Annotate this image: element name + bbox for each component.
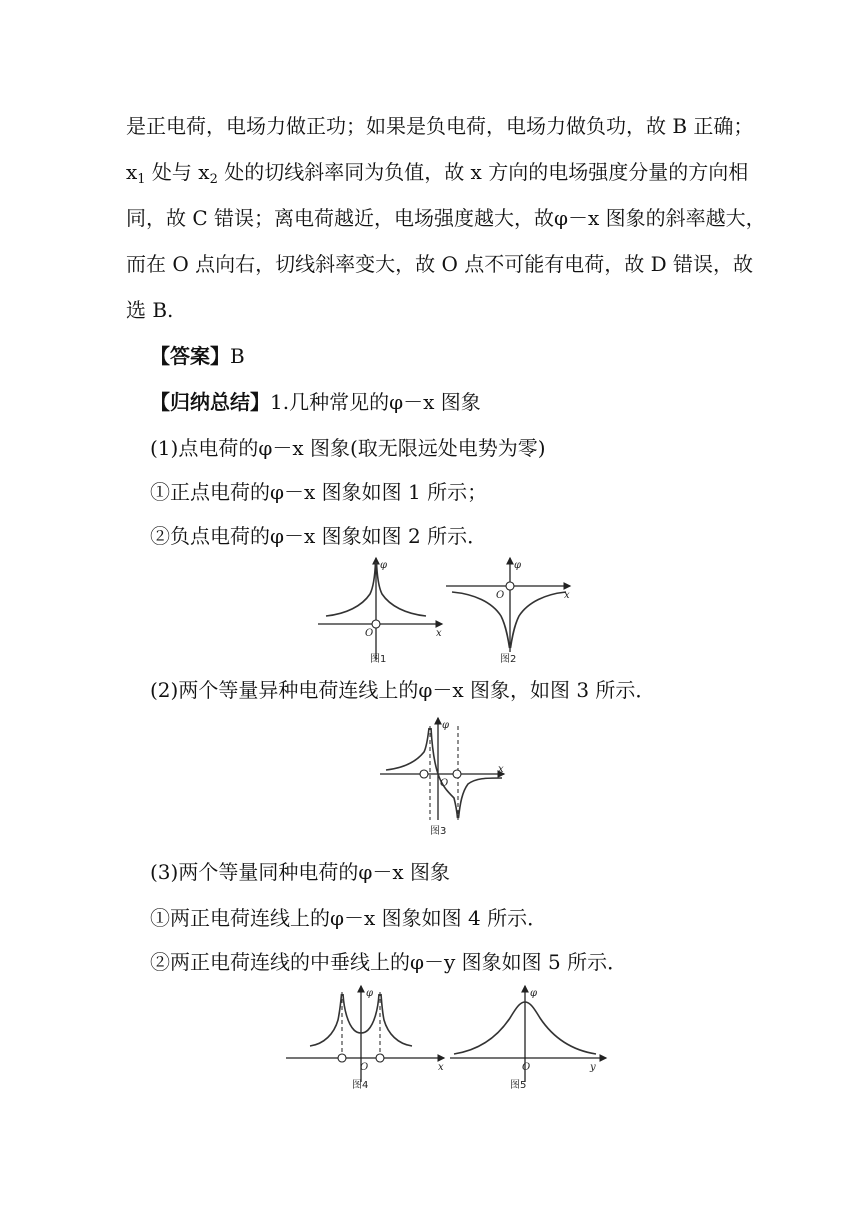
- fig5-caption: 图5: [510, 1080, 527, 1091]
- fig4-phi-label: φ: [366, 988, 374, 999]
- fig1-x-label: x: [436, 628, 442, 639]
- item-1: (1)点电荷的φ－x 图象(取无限远处电势为零): [150, 436, 546, 460]
- paragraph-line-5: 选 B.: [126, 298, 174, 322]
- x1-label: x: [126, 160, 138, 184]
- fig4-caption: 图4: [352, 1080, 369, 1091]
- fig1-phi-label: φ: [380, 560, 388, 571]
- paragraph-line-3: 同，故 C 错误；离电荷越近，电场强度越大，故φ－x 图象的斜率越大，: [126, 206, 766, 230]
- answer-line: [150, 342, 245, 370]
- x1-subscript: 1: [137, 172, 146, 187]
- figure-1-diagram: [318, 556, 448, 668]
- item-3b: ②两正电荷连线的中垂线上的φ－y 图象如图 5 所示．: [150, 950, 628, 974]
- fig3-caption: 图3: [430, 826, 447, 837]
- paragraph-line-4: 而在 O 点向右，切线斜率变大，故 O 点不可能有电荷，故 D 错误，故: [126, 252, 753, 276]
- item-2: (2)两个等量异种电荷连线上的φ－x 图象，如图 3 所示．: [150, 678, 656, 702]
- fig5-origin-label: O: [522, 1062, 531, 1073]
- fig2-caption: 图2: [500, 654, 517, 665]
- figure-2-diagram: [446, 556, 576, 668]
- fig5-phi-label: φ: [530, 988, 538, 999]
- paragraph-line-2: [126, 158, 749, 187]
- fig3-phi-label: φ: [442, 720, 450, 731]
- line2-rest: 处的切线斜率同为负值，故 x 方向的电场强度分量的方向相: [217, 160, 749, 184]
- item-3a: ①两正电荷连线上的φ－x 图象如图 4 所示．: [150, 906, 548, 930]
- answer-value: B: [230, 344, 245, 368]
- item-1a: ①正点电荷的φ－x 图象如图 1 所示；: [150, 480, 488, 504]
- figure-4-diagram: [286, 984, 446, 1094]
- fig4-x-label: x: [438, 1062, 444, 1073]
- fig2-x-label: x: [564, 590, 570, 601]
- x2-subscript: 2: [209, 172, 218, 187]
- fig4-origin-label: O: [360, 1062, 369, 1073]
- fig3-origin-label: O: [440, 778, 449, 789]
- summary-line: [150, 388, 481, 416]
- fig3-x-label: x: [498, 764, 504, 775]
- item-3: (3)两个等量同种电荷的φ－x 图象: [150, 860, 450, 884]
- summary-tag: 【归纳总结】: [150, 390, 270, 414]
- summary-title: 1.几种常见的φ－x 图象: [270, 390, 481, 414]
- line2-middle: 处与 x: [145, 160, 210, 184]
- fig1-origin-label: O: [365, 628, 374, 639]
- fig2-origin-label: O: [496, 590, 505, 601]
- fig1-caption: 图1: [370, 654, 387, 665]
- item-1b: ②负点电荷的φ－x 图象如图 2 所示．: [150, 524, 488, 548]
- fig5-y-label: y: [590, 1062, 596, 1073]
- fig2-phi-label: φ: [514, 560, 522, 571]
- figure-3-diagram: [378, 716, 508, 840]
- answer-tag: 【答案】: [150, 344, 230, 368]
- paragraph-line-1: 是正电荷，电场力做正功；如果是负电荷，电场力做负功，故 B 正确；: [126, 114, 754, 138]
- figure-5-diagram: [450, 984, 610, 1094]
